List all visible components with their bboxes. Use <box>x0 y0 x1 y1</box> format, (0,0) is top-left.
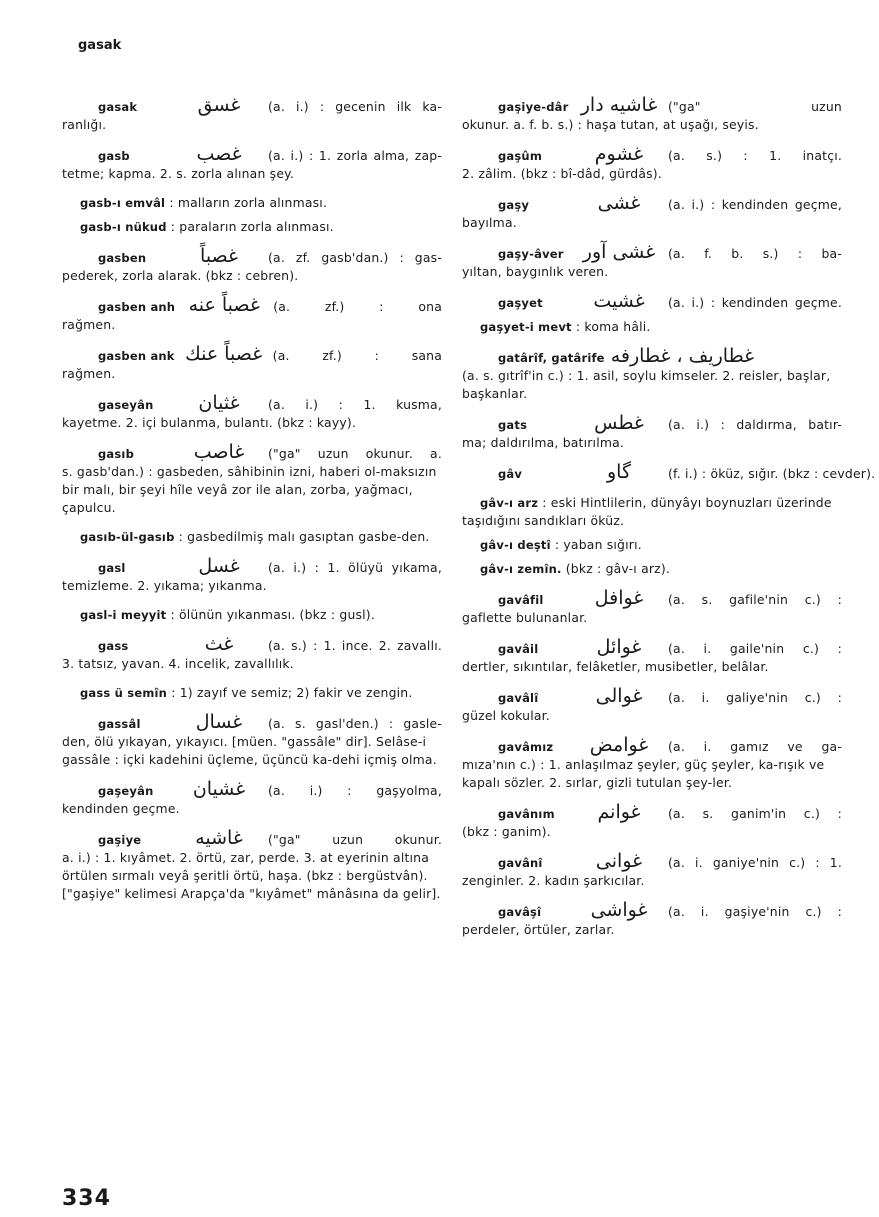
entry-first-line <box>462 852 842 872</box>
grammar-note: (a. i. gaşiye'nin c.) : <box>668 904 842 919</box>
grammar-note: ("ga" uzun <box>668 99 842 114</box>
dictionary-entry <box>62 443 442 517</box>
dictionary-entry <box>62 829 442 903</box>
grammar-note: (a. i. gaile'nin c.) : <box>668 641 842 656</box>
definition-text: : koma hâli. <box>575 319 651 334</box>
headword: gasıb-ül-gasıb <box>80 530 175 544</box>
definition-text: (a. s. gıtrîf'in c.) : 1. asil, soylu kimseler. 2. reisler, başlar, başkanlar. <box>462 368 831 401</box>
definition-text: rağmen. <box>62 317 116 332</box>
headword: gasak <box>98 100 138 114</box>
definition-text: : ölünün yıkanması. (bkz : gusl). <box>170 607 375 622</box>
entry-first-line <box>62 780 442 800</box>
arabic-script: غاشيه دار <box>580 94 658 116</box>
definition-text: : gasbedilmiş malı gasıptan gasbe-den. <box>178 529 430 544</box>
entry-first-line <box>62 145 442 165</box>
grammar-note: (a. i.) : gecenin ilk ka- <box>268 99 442 114</box>
dictionary-entry <box>62 528 442 546</box>
definition-text: : 1) zayıf ve semiz; 2) fakir ve zengin. <box>171 685 413 700</box>
grammar-note: (a. zf.) : sana <box>272 348 442 363</box>
grammar-note: (a. s. gasl'den.) : gasle- <box>268 716 442 731</box>
headword: gasben anh <box>98 300 176 314</box>
headword: gaşy <box>498 198 530 212</box>
definition-text: : eski Hintlilerin, dünyâyı boynuzları üzerinde taşıdığını sandıkları öküz. <box>462 495 832 528</box>
definition-text: yıltan, baygınlık veren. <box>462 264 609 279</box>
entry-first-line <box>462 243 842 263</box>
headword: gâv-ı arz <box>480 496 539 510</box>
headword: gaşeyân <box>98 784 154 798</box>
grammar-note: (f. i.) : öküz, sığır. (bkz : cevder). <box>668 466 876 481</box>
grammar-note: (a. s. gafile'nin c.) : <box>668 592 842 607</box>
right-column <box>462 94 876 950</box>
entry-first-line <box>462 96 842 116</box>
dictionary-entry <box>462 803 842 841</box>
dictionary-entry <box>62 606 442 624</box>
entry-first-line <box>62 829 442 849</box>
headword: gavânım <box>498 807 555 821</box>
entry-first-line <box>462 194 842 214</box>
arabic-script: غواشى <box>590 899 648 921</box>
headword: gasben <box>98 251 147 265</box>
arabic-script: غسق <box>197 94 241 116</box>
grammar-note: (a. f. b. s.) : ba- <box>668 246 842 261</box>
entry-first-line <box>62 713 442 733</box>
definition-text: 3. tatsız, yavan. 4. incelik, zavallılık. <box>62 656 294 671</box>
dictionary-entry <box>462 589 842 627</box>
dictionary-entry <box>462 347 842 403</box>
dictionary-entry <box>62 635 442 673</box>
dictionary-entry <box>62 345 442 383</box>
entry-first-line <box>62 96 442 116</box>
dictionary-entry <box>462 736 842 792</box>
dictionary-entry <box>462 536 842 554</box>
arabic-script: غشوم <box>594 143 644 165</box>
headword: gassâl <box>98 717 141 731</box>
headword: gasıb <box>98 447 135 461</box>
arabic-script: غوائل <box>596 636 642 658</box>
definition-text: rağmen. <box>62 366 116 381</box>
arabic-script: غصباً <box>200 245 238 267</box>
headword: gâv-ı zemîn. <box>480 562 562 576</box>
arabic-script: غصباً عنك <box>185 343 263 365</box>
headword: gavânî <box>498 856 543 870</box>
dictionary-entry <box>462 243 842 281</box>
headword: gavâşî <box>498 905 542 919</box>
dictionary-entry <box>462 494 842 530</box>
entry-first-line <box>62 635 442 655</box>
headword: gaşyet-i mevt <box>480 320 572 334</box>
definition-text: (bkz : gâv-ı arz). <box>565 561 671 576</box>
headword: gasben ank <box>98 349 175 363</box>
headword: gasl <box>98 561 126 575</box>
dictionary-entry <box>462 560 842 578</box>
arabic-script: غصب <box>196 143 242 165</box>
headword: gâv <box>498 467 523 481</box>
dictionary-entry <box>462 901 842 939</box>
grammar-note: (a. i.) : daldırma, batır- <box>668 417 842 432</box>
definition-text: kayetme. 2. içi bulanma, bulantı. (bkz : kayy). <box>62 415 357 430</box>
arabic-script: غثيان <box>198 392 240 414</box>
definition-text: zenginler. 2. kadın şarkıcılar. <box>462 873 645 888</box>
dictionary-entry <box>462 638 842 676</box>
arabic-script: غطس <box>594 412 644 434</box>
dictionary-entry <box>462 461 876 483</box>
dictionary-entry <box>62 780 442 818</box>
arabic-script: غوالى <box>595 685 643 707</box>
dictionary-entry <box>62 557 442 595</box>
entry-first-line <box>462 414 842 434</box>
headword: gaşiye-dâr <box>498 100 569 114</box>
entry-first-line <box>462 638 842 658</box>
definition-text: a. i.) : 1. kıyâmet. 2. örtü, zar, perde. 3. at eyerinin altına örtülen sırmalı veyâ şeritli örtü, haşa. (bkz : bergüstvân). ["gaşiye" kelimesi Arapça'da "kıyâmet" mânâsına da gelir]. <box>62 850 441 901</box>
grammar-note: (a. zf.) : ona <box>273 299 442 314</box>
definition-text: mıza'nın c.) : 1. anlaşılmaz şeyler, güç şeyler, ka-rışık ve kapalı sözler. 2. sırlar, gizli tutulan şey-ler. <box>462 757 825 790</box>
grammar-note: (a. zf. gasb'dan.) : gas- <box>268 250 442 265</box>
grammar-note: (a. i.) : 1. kusma, <box>268 397 442 412</box>
entry-first-line <box>62 394 442 414</box>
grammar-note: ("ga" uzun okunur. a. <box>268 446 442 461</box>
arabic-script: غسل <box>198 555 240 577</box>
headword: gasl-i meyyit <box>80 608 167 622</box>
definition-text: s. gasb'dan.) : gasbeden, sâhibinin izni, haberi ol-maksızın bir malı, bir şeyi hîle veyâ zor ile alan, zorba, yağmacı, çapulcu. <box>62 464 437 515</box>
grammar-note: (a. i.) : kendinden geçme, <box>668 197 842 212</box>
headword: gaşy-âver <box>498 247 564 261</box>
grammar-note: ("ga" uzun okunur. <box>268 832 442 847</box>
dictionary-entry <box>462 318 842 336</box>
definition-text: gaflette bulunanlar. <box>462 610 588 625</box>
grammar-note: (a. i.) : 1. zorla alma, zap- <box>268 148 442 163</box>
dictionary-entry <box>62 96 442 134</box>
headword: gavâlî <box>498 691 539 705</box>
definition-text: temizleme. 2. yıkama; yıkanma. <box>62 578 267 593</box>
entry-first-line <box>462 736 842 756</box>
headword: gaseyân <box>98 398 154 412</box>
grammar-note: (a. s.) : 1. inatçı. <box>668 148 842 163</box>
definition-text: okunur. a. f. b. s.) : haşa tutan, at uşağı, seyis. <box>462 117 759 132</box>
grammar-note: (a. i.) : 1. ölüyü yıkama, <box>268 560 442 575</box>
grammar-note: (a. i. galiye'nin c.) : <box>668 690 842 705</box>
dictionary-entry <box>462 852 842 890</box>
grammar-note: (a. s. ganim'in c.) : <box>668 806 842 821</box>
headword: gavâmız <box>498 740 554 754</box>
definition-text: : malların zorla alınması. <box>169 195 328 210</box>
dictionary-entry <box>62 194 442 212</box>
dictionary-entry <box>62 296 442 334</box>
dictionary-entry <box>462 292 842 312</box>
headword: gasb <box>98 149 130 163</box>
headword: gatârîf, gatârife <box>498 351 605 365</box>
left-column <box>62 96 442 914</box>
headword: gaşûm <box>498 149 543 163</box>
dictionary-entry <box>62 218 442 236</box>
definition-text: (bkz : ganim). <box>462 824 551 839</box>
definition-text: dertler, sıkıntılar, felâketler, musibetler, belâlar. <box>462 659 769 674</box>
entry-first-line <box>62 443 442 463</box>
definition-text: ranlığı. <box>62 117 107 132</box>
arabic-script: غطاريف ، غطارفه <box>610 345 755 367</box>
arabic-script: غوامض <box>589 734 649 756</box>
arabic-script: غصباً عنه <box>188 294 260 316</box>
definition-text: 2. zâlim. (bkz : bî-dâd, gürdâs). <box>462 166 662 181</box>
running-head: gasak <box>78 38 122 53</box>
headword: gaşiye <box>98 833 142 847</box>
grammar-note: (a. i. gamız ve ga- <box>668 739 842 754</box>
entry-first-line <box>62 296 442 316</box>
arabic-script: غشيت <box>593 290 645 312</box>
entry-first-line <box>462 292 842 312</box>
arabic-script: غوانى <box>595 850 643 872</box>
definition-text: güzel kokular. <box>462 708 550 723</box>
arabic-script: غوافل <box>594 587 644 609</box>
entry-first-line <box>462 687 842 707</box>
arabic-script: غث <box>204 633 234 655</box>
headword: gasb-ı emvâl <box>80 196 166 210</box>
dictionary-entry <box>62 394 442 432</box>
dictionary-entry <box>462 414 842 452</box>
definition-text: kendinden geçme. <box>62 801 180 816</box>
definition-text: ma; daldırılma, batırılma. <box>462 435 625 450</box>
definition-text: den, ölü yıkayan, yıkayıcı. [müen. "gassâle" dir]. Selâse-i gassâle : içki kadehini üçleme, üçüncü ka-dehi içmiş olma. <box>62 734 437 767</box>
headword: gâv-ı deştî <box>480 538 551 552</box>
arabic-script: غسال <box>195 711 243 733</box>
entry-first-line <box>462 803 842 823</box>
entry-first-line <box>462 901 842 921</box>
dictionary-entry <box>62 247 442 285</box>
entry-first-line <box>462 347 842 367</box>
arabic-script: گاو <box>606 461 631 483</box>
dictionary-entry <box>62 684 442 702</box>
definition-text: : paraların zorla alınması. <box>170 219 334 234</box>
definition-text: tetme; kapma. 2. s. zorla alınan şey. <box>62 166 295 181</box>
definition-text: perdeler, örtüler, zarlar. <box>462 922 615 937</box>
definition-text: pederek, zorla alarak. (bkz : cebren). <box>62 268 299 283</box>
entry-first-line <box>62 345 442 365</box>
grammar-note: (a. i.) : gaşyolma, <box>268 783 442 798</box>
dictionary-entry <box>462 145 842 183</box>
entry-first-line <box>462 145 842 165</box>
dictionary-entry <box>462 96 842 134</box>
headword: gavâfil <box>498 593 544 607</box>
dictionary-entry <box>62 713 442 769</box>
grammar-note: (a. i. ganiye'nin c.) : 1. <box>668 855 842 870</box>
definition-text: : yaban sığırı. <box>554 537 642 552</box>
definition-text: bayılma. <box>462 215 517 230</box>
dictionary-entry <box>462 194 842 232</box>
arabic-script: غاشيه <box>195 827 243 849</box>
headword: gasb-ı nükud <box>80 220 167 234</box>
headword: gavâil <box>498 642 539 656</box>
headword: gaşyet <box>498 296 543 310</box>
entry-first-line <box>62 557 442 577</box>
arabic-script: غشيان <box>192 778 246 800</box>
headword: gass <box>98 639 129 653</box>
page-number: 334 <box>62 1186 111 1211</box>
dictionary-entry <box>62 145 442 183</box>
entry-first-line <box>62 247 442 267</box>
arabic-script: غشى <box>597 192 641 214</box>
arabic-script: غشى آور <box>582 241 656 263</box>
grammar-note: (a. i.) : kendinden geçme. <box>668 295 842 310</box>
headword: gats <box>498 418 528 432</box>
arabic-script: غاصب <box>193 441 245 463</box>
dictionary-entry <box>462 687 842 725</box>
headword: gass ü semîn <box>80 686 168 700</box>
entry-first-line <box>462 589 842 609</box>
entry-first-line <box>462 461 876 483</box>
arabic-script: غوانم <box>597 801 641 823</box>
grammar-note: (a. s.) : 1. ince. 2. zavallı. <box>268 638 442 653</box>
